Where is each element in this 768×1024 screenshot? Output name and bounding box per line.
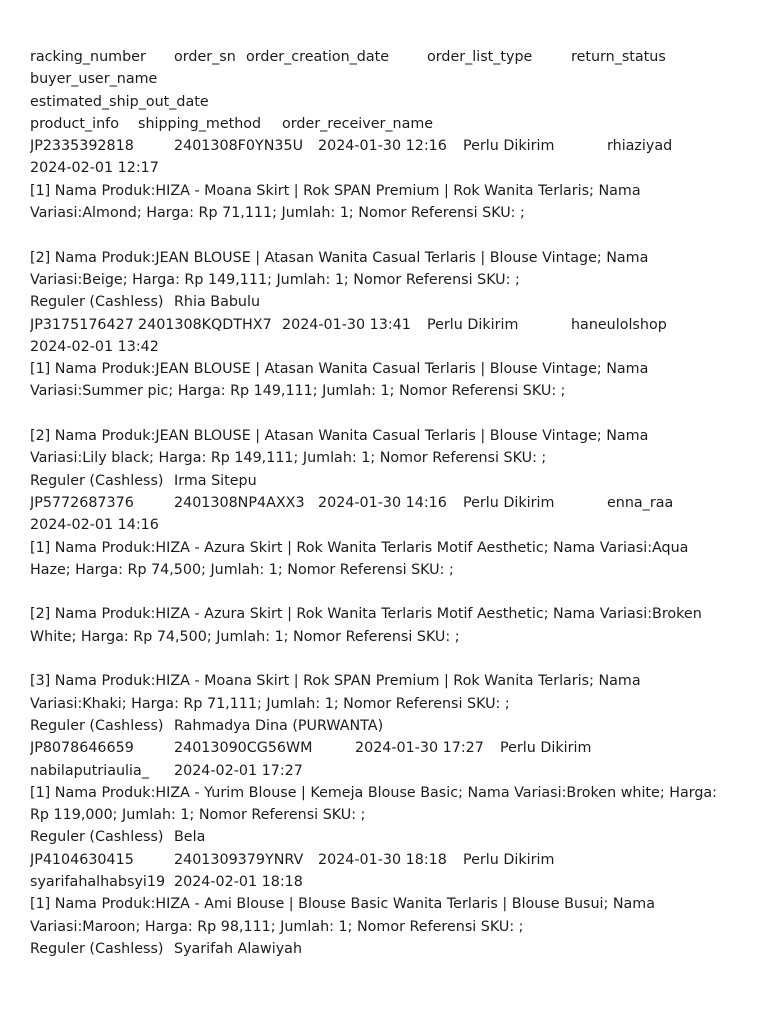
shipping-receiver-row (30, 470, 750, 492)
shipping-receiver-row (30, 715, 750, 737)
order-sn: 2401309379YNRV (174, 851, 304, 868)
product-info-line: Variasi:Maroon; Harga: Rp 98,111; Jumlah: 1; Nomor Referensi SKU: ; (30, 918, 524, 935)
tracking-number: JP8078646659 (30, 740, 134, 757)
order-export-document (30, 46, 750, 960)
order-row (30, 849, 750, 871)
tracking-number: JP5772687376 (30, 494, 134, 511)
header-shipping-method: shipping_method (138, 115, 262, 132)
buyer-user-name: enna_raa (607, 494, 674, 511)
order-creation-date: 2024-01-30 13:41 (282, 316, 411, 333)
header-order-sn: order_sn (174, 49, 236, 65)
order-creation-date: 2024-01-30 12:16 (318, 138, 447, 155)
estimated-ship-out-date: 2024-02-01 18:18 (174, 873, 303, 890)
order-sn: 24013090CG56WM (174, 740, 313, 757)
header-product-info: product_info (30, 115, 119, 132)
product-info-line: [2] Nama Produk:JEAN BLOUSE | Atasan Wanita Casual Terlaris | Blouse Vintage; Nama (30, 428, 649, 445)
shipping-method: Reguler (Cashless) (30, 829, 164, 846)
header-row-3 (30, 91, 750, 113)
product-info-line: Variasi:Almond; Harga: Rp 71,111; Jumlah: 1; Nomor Referensi SKU: ; (30, 205, 525, 222)
blank-line (30, 648, 750, 670)
product-info-line: [1] Nama Produk:HIZA - Azura Skirt | Rok Wanita Terlaris Motif Aesthetic; Nama Variasi:Aqua (30, 539, 689, 556)
estimated-ship-out-date: 2024-02-01 17:27 (174, 762, 303, 779)
order-receiver-name: Syarifah Alawiyah (174, 940, 303, 957)
blank-line (30, 403, 750, 425)
shipping-method: Reguler (Cashless) (30, 717, 164, 734)
product-info-line: White; Harga: Rp 74,500; Jumlah: 1; Nomor Referensi SKU: ; (30, 628, 460, 645)
shipping-method: Reguler (Cashless) (30, 294, 164, 311)
order-receiver-name: Rahmadya Dina (PURWANTA) (174, 717, 384, 734)
product-info-line: [2] Nama Produk:HIZA - Azura Skirt | Rok Wanita Terlaris Motif Aesthetic; Nama Variasi:Broken (30, 606, 702, 623)
order-row (30, 314, 750, 336)
product-info-line: Variasi:Summer pic; Harga: Rp 149,111; Jumlah: 1; Nomor Referensi SKU: ; (30, 383, 566, 400)
order-receiver-name: Irma Sitepu (174, 472, 257, 489)
order-receiver-name: Bela (174, 829, 206, 846)
header-row-4 (30, 113, 750, 135)
product-info-line: Variasi:Khaki; Harga: Rp 71,111; Jumlah: 1; Nomor Referensi SKU: ; (30, 695, 510, 712)
buyer-user-name: syarifahalhabsyi19 (30, 873, 166, 890)
order-list-type: Perlu Dikirim (463, 138, 555, 155)
product-info-line: [1] Nama Produk:HIZA - Moana Skirt | Rok SPAN Premium | Rok Wanita Terlaris; Nama (30, 182, 641, 199)
order-list-type: Perlu Dikirim (463, 494, 555, 511)
blank-line (30, 581, 750, 603)
order-sn: 2401308F0YN35U (174, 138, 304, 155)
order-row (30, 737, 750, 759)
product-info-line: Haze; Harga: Rp 74,500; Jumlah: 1; Nomor Referensi SKU: ; (30, 561, 454, 578)
product-info-line: [2] Nama Produk:JEAN BLOUSE | Atasan Wanita Casual Terlaris | Blouse Vintage; Nama (30, 249, 649, 266)
header-return-status: return_status (571, 49, 666, 65)
header-order-creation-date: order_creation_date (246, 49, 390, 65)
order-creation-date: 2024-01-30 18:18 (318, 851, 447, 868)
header-order-receiver-name: order_receiver_name (282, 115, 434, 132)
order-row (30, 492, 750, 514)
header-row-2 (30, 68, 750, 90)
order-creation-date: 2024-01-30 17:27 (355, 740, 484, 757)
buyer-ship-row (30, 760, 750, 782)
estimated-ship-out-date: 2024-02-01 13:42 (30, 338, 159, 355)
shipping-method: Reguler (Cashless) (30, 472, 164, 489)
tracking-number: JP3175176427 (30, 316, 134, 333)
shipping-receiver-row (30, 291, 750, 313)
buyer-user-name: rhiaziyad (607, 138, 673, 155)
product-info-line: [1] Nama Produk:HIZA - Ami Blouse | Blouse Basic Wanita Terlaris | Blouse Busui; Nama (30, 896, 655, 913)
buyer-ship-row (30, 871, 750, 893)
product-info-line: Variasi:Lily black; Harga: Rp 149,111; Jumlah: 1; Nomor Referensi SKU: ; (30, 450, 547, 467)
buyer-user-name: haneulolshop (571, 316, 667, 333)
header-estimated-ship-out-date: estimated_ship_out_date (30, 93, 209, 110)
product-info-line: [1] Nama Produk:HIZA - Yurim Blouse | Kemeja Blouse Basic; Nama Variasi:Broken white; Harga: (30, 784, 717, 801)
buyer-user-name: nabilaputriaulia_ (30, 762, 149, 779)
product-info-line: Variasi:Beige; Harga: Rp 149,111; Jumlah: 1; Nomor Referensi SKU: ; (30, 271, 520, 288)
shipping-method: Reguler (Cashless) (30, 940, 164, 957)
order-sn: 2401308NP4AXX3 (174, 494, 305, 511)
order-list-type: Perlu Dikirim (463, 851, 555, 868)
header-order-list-type: order_list_type (427, 49, 533, 65)
header-row-1 (30, 46, 750, 68)
shipping-receiver-row (30, 826, 750, 848)
product-info-line: [3] Nama Produk:HIZA - Moana Skirt | Rok SPAN Premium | Rok Wanita Terlaris; Nama (30, 673, 641, 690)
order-row (30, 135, 750, 157)
estimated-ship-out-date: 2024-02-01 12:17 (30, 160, 159, 177)
header-tracking-number: racking_number (30, 49, 146, 65)
order-list-type: Perlu Dikirim (427, 316, 519, 333)
order-list-type: Perlu Dikirim (500, 740, 592, 757)
product-info-line: Rp 119,000; Jumlah: 1; Nomor Referensi SKU: ; (30, 807, 366, 824)
header-buyer-user-name: buyer_user_name (30, 71, 158, 88)
blank-line (30, 224, 750, 246)
order-sn: 2401308KQDTHX7 (138, 316, 272, 333)
tracking-number: JP4104630415 (30, 851, 134, 868)
tracking-number: JP2335392818 (30, 138, 134, 155)
estimated-ship-out-date: 2024-02-01 14:16 (30, 517, 159, 534)
shipping-receiver-row (30, 938, 750, 960)
order-receiver-name: Rhia Babulu (174, 294, 261, 311)
order-creation-date: 2024-01-30 14:16 (318, 494, 447, 511)
product-info-line: [1] Nama Produk:JEAN BLOUSE | Atasan Wanita Casual Terlaris | Blouse Vintage; Nama (30, 361, 649, 378)
